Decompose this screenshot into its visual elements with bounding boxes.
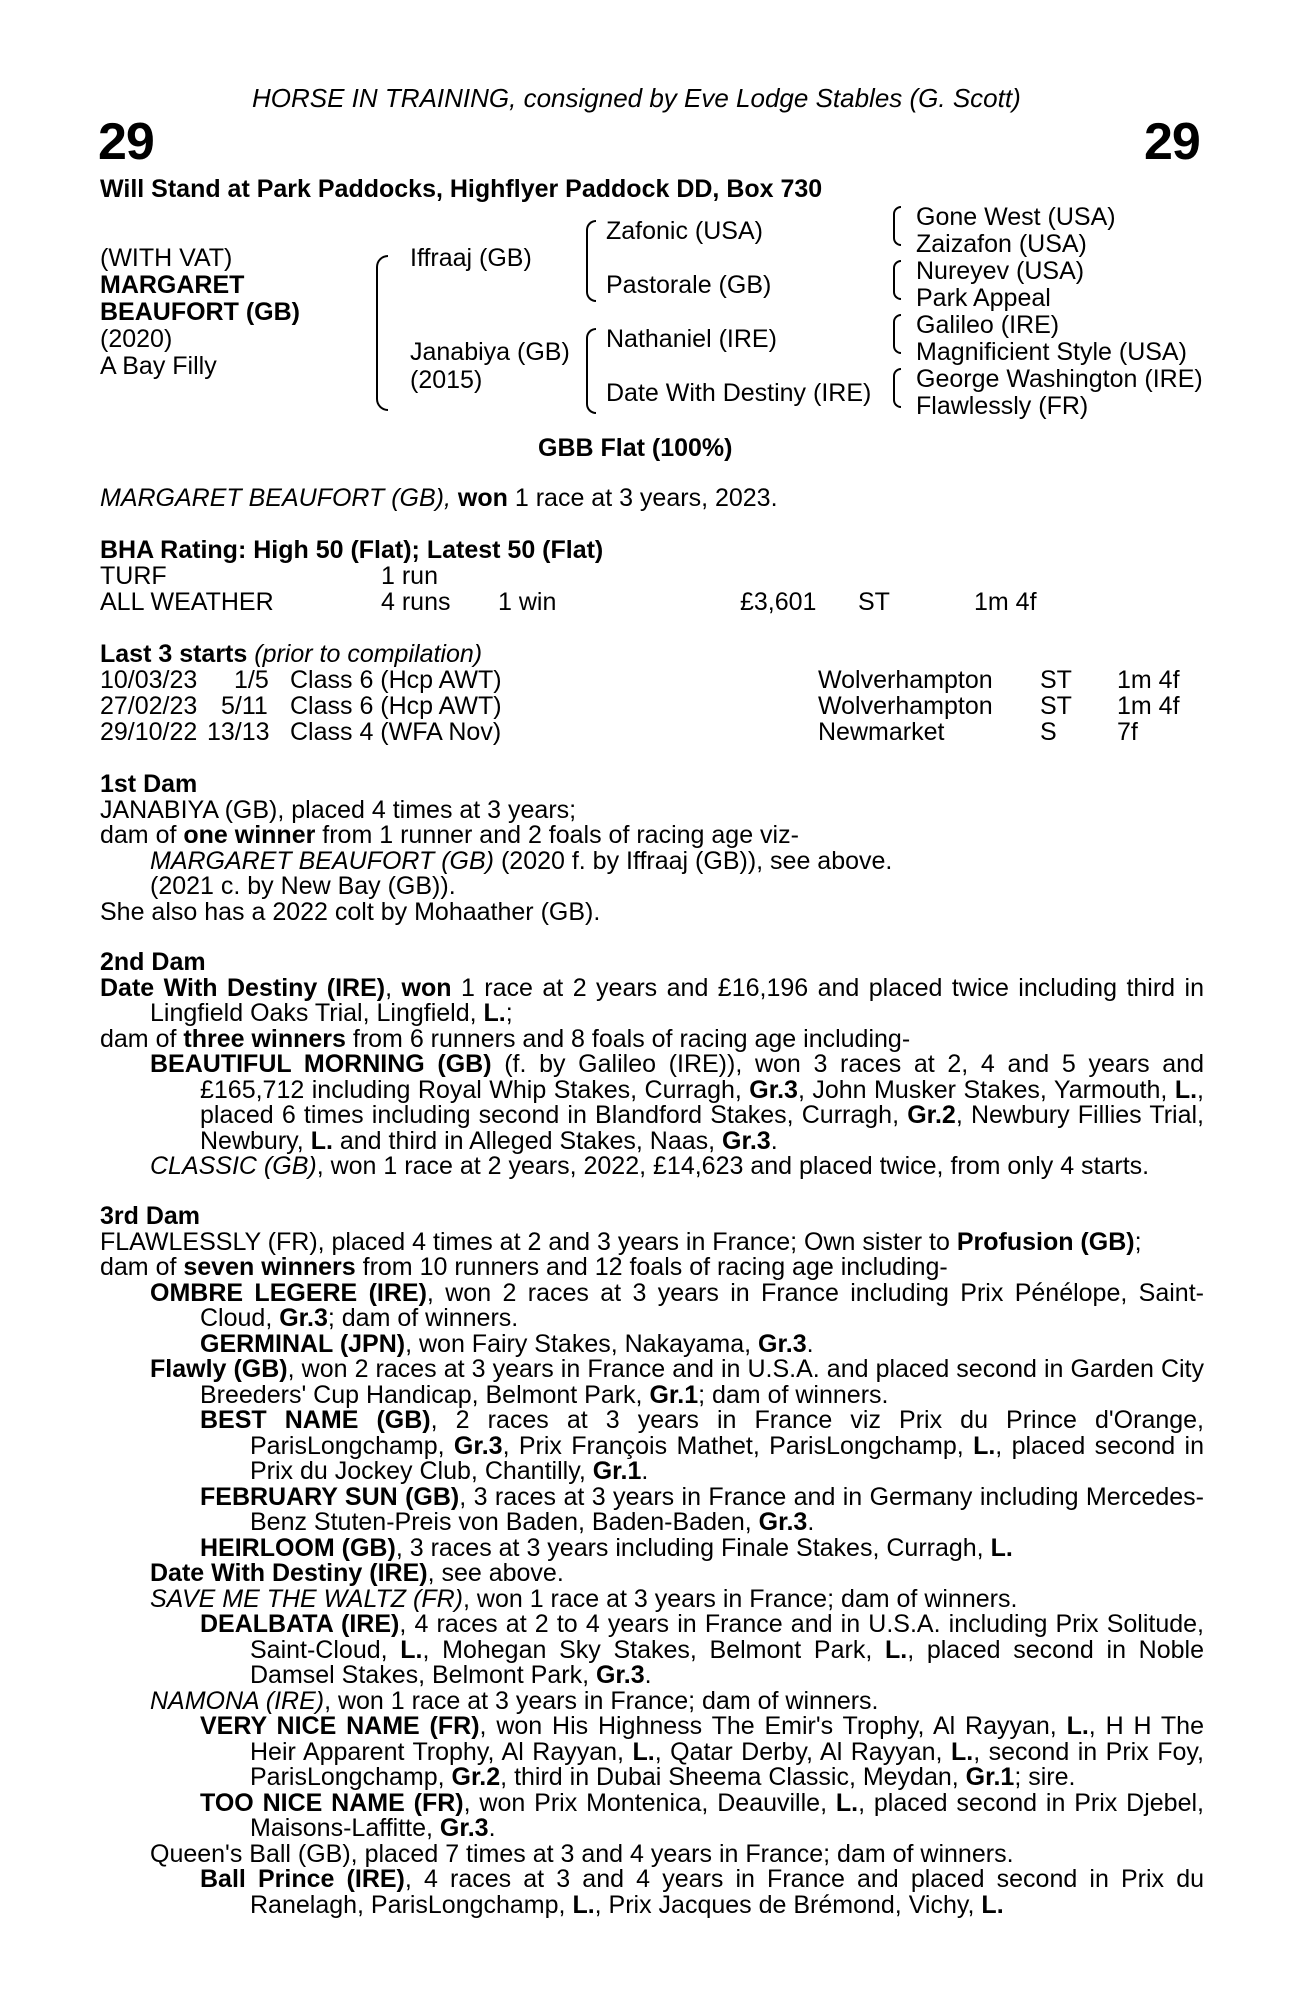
lot-number-left: 29 (98, 113, 154, 171)
dam-name: Janabiya (GB) (410, 338, 570, 366)
second-dam-p2: dam of three winners from 6 runners and 8 foals of racing age including- (100, 1024, 911, 1053)
first-dam-section (100, 772, 1204, 925)
pedigree-brace-dam (586, 328, 596, 414)
dam-dam: Date With Destiny (IRE) (606, 379, 872, 407)
third-dam-heading: 3rd Dam (100, 1202, 201, 1230)
first-dam-line2: dam of one winner from 1 runner and 2 foals of racing age viz- (100, 821, 799, 849)
pedigree-brace-g3b (893, 260, 901, 300)
progeny-best-name: BEST NAME (GB), 2 races at 3 years in France viz Prix du Prince d'Orange, ParisLongchamp, Gr.3, Prix François Mathet, ParisLongchamp, L., placed second in Prix du Jockey Club, Chantilly, Gr.1. (200, 1406, 1205, 1485)
first-dam-line1: JANABIYA (GB), placed 4 times at 3 years; (100, 795, 577, 824)
progeny-save-me-the-waltz: SAVE ME THE WALTZ (FR), won 1 race at 3 years in France; dam of winners. (150, 1584, 1018, 1613)
aw-runs: 4 runs (381, 588, 451, 616)
progeny-date-with-destiny: Date With Destiny (IRE), see above. (150, 1559, 564, 1587)
catalogue-subtitle: HORSE IN TRAINING, consigned by Eve Lodge Stables (G. Scott) (252, 83, 1021, 113)
pedigree-brace-g3a (893, 206, 901, 246)
summary-name: MARGARET BEAUFORT (GB), (100, 484, 451, 512)
horse-name-line1: MARGARET (100, 271, 245, 299)
sire-dam: Pastorale (GB) (606, 271, 772, 299)
summary-won: won (457, 484, 508, 512)
first-dam-heading: 1st Dam (100, 770, 198, 798)
start-row-1-going: ST (1040, 666, 1072, 694)
start-row-3-race: Class 4 (WFA Nov) (290, 718, 502, 746)
start-row-1-pos: 1/5 (234, 666, 269, 694)
start-row-2-going: ST (1040, 692, 1072, 720)
summary-rest: 1 race at 3 years, 2023. (514, 484, 778, 512)
horse-year: (2020) (100, 325, 173, 353)
pedigree-brace-g3c (893, 314, 901, 354)
second-dam-p4: CLASSIC (GB), won 1 race at 2 years, 2022, £14,623 and placed twice, from only 4 starts. (150, 1152, 1150, 1180)
third-dam-p2: dam of seven winners from 10 runners and 12 foals of racing age including- (100, 1253, 948, 1281)
horse-description: A Bay Filly (100, 352, 217, 380)
stand-location: Will Stand at Park Paddocks, Highflyer Paddock DD, Box 730 (100, 175, 823, 203)
gen3-8: Flawlessly (FR) (916, 392, 1089, 420)
progeny-very-nice-name: VERY NICE NAME (FR), won His Highness The Emir's Trophy, Al Rayyan, L., H H The Heir Apparent Trophy, Al Rayyan, L., Qatar Derby, Al Rayyan, L., second in Prix Foy, ParisLongchamp, Gr.2, third in Dubai Sheema Classic, Meydan, Gr.1; sire. (200, 1712, 1204, 1791)
gen3-5: Galileo (IRE) (916, 311, 1060, 339)
lot-number-right: 29 (1144, 113, 1200, 171)
second-dam-p1: Date With Destiny (IRE), won 1 race at 2 years and £16,196 and placed twice including third in Lingfield Oaks Trial, Lingfield, L.; (100, 973, 1204, 1027)
start-row-1-date: 10/03/23 (100, 666, 198, 694)
start-row-2-pos: 5/11 (221, 692, 268, 720)
last-starts-title: Last 3 starts (100, 640, 248, 668)
start-row-2-dist: 1m 4f (1117, 692, 1180, 720)
start-row-1-race: Class 6 (Hcp AWT) (290, 666, 502, 694)
start-row-3-course: Newmarket (818, 718, 945, 746)
second-dam-heading: 2nd Dam (100, 948, 206, 976)
start-row-2-date: 27/02/23 (100, 692, 198, 720)
gbb-note: GBB Flat (100%) (538, 434, 733, 462)
dam-year: (2015) (410, 366, 483, 394)
bha-rating: BHA Rating: High 50 (Flat); Latest 50 (Flat) (100, 536, 604, 564)
pedigree-brace-main (376, 255, 388, 411)
third-dam-p1: FLAWLESSLY (FR), placed 4 times at 2 and 3 years in France; Own sister to Profusion (GB); (100, 1227, 1142, 1256)
last-starts-heading (100, 642, 482, 667)
progeny-february-sun: FEBRUARY SUN (GB), 3 races at 3 years in France and in Germany including Mercedes-Benz Stuten-Preis von Baden, Baden-Baden, Gr.3. (200, 1482, 1205, 1536)
progeny-heirloom: HEIRLOOM (GB), 3 races at 3 years including Finale Stakes, Curragh, L. (200, 1533, 1013, 1562)
aw-wins: 1 win (498, 588, 557, 616)
gen3-3: Nureyev (USA) (916, 257, 1085, 285)
gen3-6: Magnificient Style (USA) (916, 338, 1187, 366)
horse-name-line2: BEAUFORT (GB) (100, 298, 300, 326)
pedigree-brace-sire (586, 220, 596, 302)
start-row-3-pos: 13/13 (207, 718, 270, 746)
start-row-2-course: Wolverhampton (818, 692, 993, 720)
aw-distance: 1m 4f (974, 588, 1037, 616)
progeny-too-nice-name: TOO NICE NAME (FR), won Prix Montenica, Deauville, L., placed second in Prix Djebel, Maisons-Laffitte, Gr.3. (200, 1788, 1204, 1842)
progeny-namona: NAMONA (IRE), won 1 race at 3 years in France; dam of winners. (150, 1686, 879, 1715)
aw-label: ALL WEATHER (100, 588, 274, 616)
aw-prize: £3,601 (740, 588, 817, 616)
last-starts-note: (prior to compilation) (254, 640, 483, 668)
sire-sire: Zafonic (USA) (606, 217, 763, 245)
progeny-flawly: Flawly (GB), won 2 races at 3 years in France and in U.S.A. and placed second in Garden City Breeders' Cup Handicap, Belmont Park, Gr.1; dam of winners. (150, 1355, 1204, 1409)
gen3-4: Park Appeal (916, 284, 1051, 312)
progeny-dealbata: DEALBATA (IRE), 4 races at 2 to 4 years in France and in U.S.A. including Prix Solitude, Saint-Cloud, L., Mohegan Sky Stakes, Belmont Park, L., placed second in Noble Damsel Stakes, Belmont Park, Gr.3. (200, 1610, 1205, 1689)
second-dam-section (100, 950, 1204, 1180)
vat-note: (WITH VAT) (100, 244, 233, 272)
gen3-1: Gone West (USA) (916, 203, 1116, 231)
first-dam-line3: MARGARET BEAUFORT (GB) (2020 f. by Iffraaj (GB)), see above. (150, 846, 893, 875)
progeny-ombre-legere: OMBRE LEGERE (IRE), won 2 races at 3 years in France including Prix Pénélope, Saint-Cloud, Gr.3; dam of winners. (150, 1278, 1204, 1332)
progeny-germinal: GERMINAL (JPN), won Fairy Stakes, Nakayama, Gr.3. (200, 1329, 814, 1358)
start-row-1-dist: 1m 4f (1117, 666, 1180, 694)
start-row-2-race: Class 6 (Hcp AWT) (290, 692, 502, 720)
first-dam-line4: (2021 c. by New Bay (GB)). (150, 872, 456, 900)
gen3-2: Zaizafon (USA) (916, 230, 1087, 258)
start-row-3-date: 29/10/22 (100, 718, 198, 746)
turf-label: TURF (100, 562, 167, 590)
start-row-3-going: S (1040, 718, 1057, 746)
third-dam-section (100, 1204, 1204, 1918)
turf-runs: 1 run (381, 562, 438, 590)
pedigree-brace-g3d (893, 368, 901, 408)
race-summary (100, 486, 778, 511)
sire-name: Iffraaj (GB) (410, 244, 532, 272)
dam-sire: Nathaniel (IRE) (606, 325, 777, 353)
second-dam-p3: BEAUTIFUL MORNING (GB) (f. by Galileo (IRE)), won 3 races at 2, 4 and 5 years and £165,712 including Royal Whip Stakes, Curragh, Gr.3, John Musker Stakes, Yarmouth, L., placed 6 times including second in Blandford Stakes, Curragh, Gr.2, Newbury Fillies Trial, Newbury, L. and third in Alleged Stakes, Naas, Gr.3. (150, 1050, 1204, 1155)
progeny-queens-ball: Queen's Ball (GB), placed 7 times at 3 and 4 years in France; dam of winners. (150, 1839, 1014, 1868)
start-row-1-course: Wolverhampton (818, 666, 993, 694)
gen3-7: George Washington (IRE) (916, 365, 1203, 393)
aw-going: ST (858, 588, 890, 616)
progeny-ball-prince: Ball Prince (IRE), 4 races at 3 and 4 years in France and placed second in Prix du Ranelagh, ParisLongchamp, L., Prix Jacques de Brémond, Vichy, L. (200, 1865, 1204, 1919)
start-row-3-dist: 7f (1117, 718, 1138, 746)
first-dam-line5: She also has a 2022 colt by Mohaather (GB). (100, 897, 601, 926)
